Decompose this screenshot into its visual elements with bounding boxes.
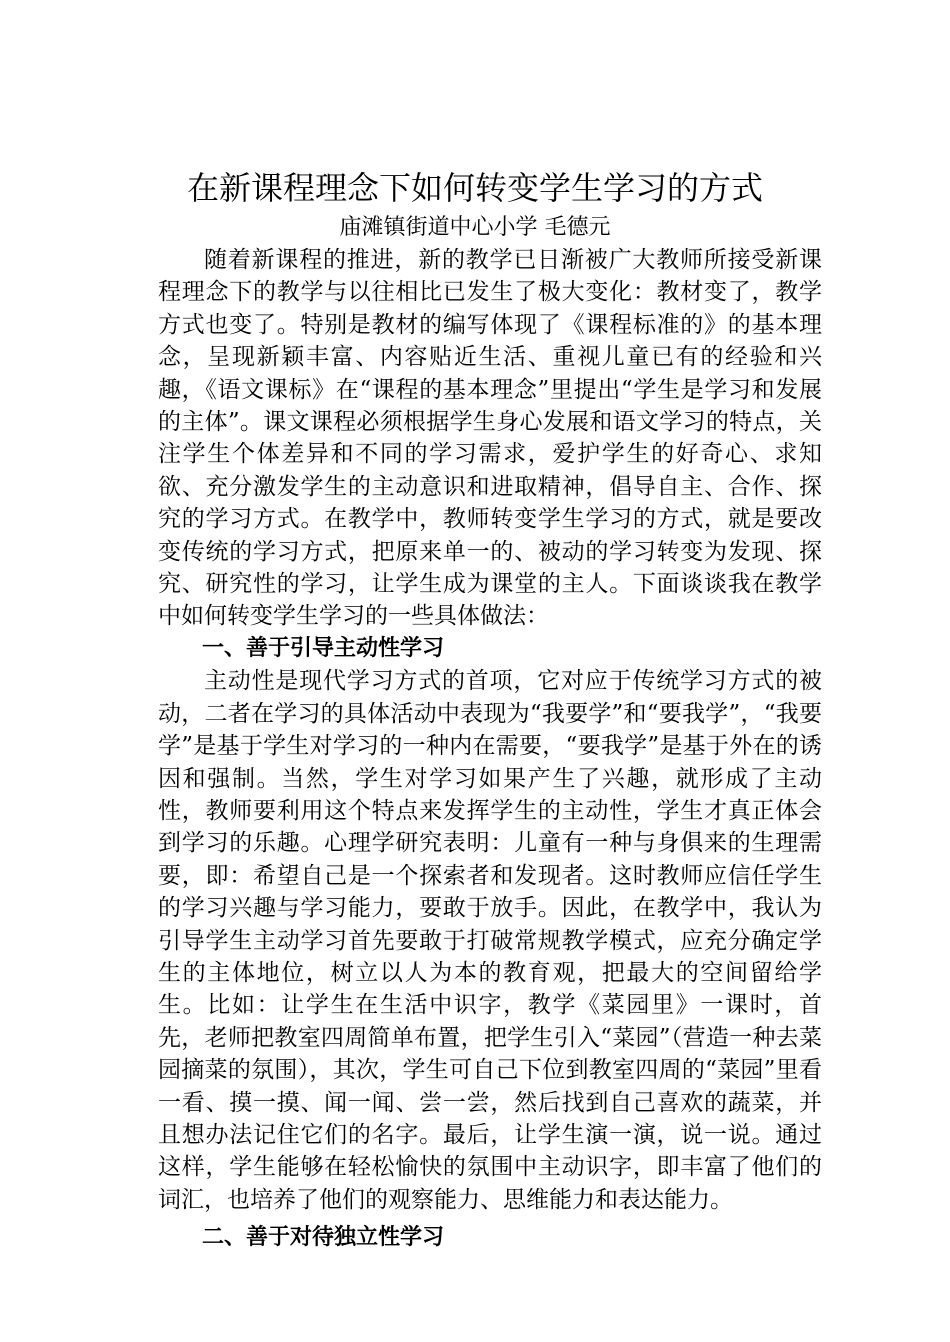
document-title: 在新课程理念下如何转变学生学习的方式: [186, 169, 763, 207]
section-1-heading: 一、善于引导主动性学习: [202, 635, 445, 661]
document-author: 庙滩镇街道中心小学 毛德元: [339, 215, 611, 240]
document-body: [158, 244, 822, 1255]
section-1-paragraph: 主动性是现代学习方式的首项，它对应于传统学习方式的被动，二者在学习的具体活动中表现为“我要学”和“要我学”，“我要学”是基于学生对学习的一种内在需要，“要我学”是基于外在的诱因和强制。当然，学生对学习如果产生了兴趣，就形成了主动性，教师要利用这个特点来发挥学生的主动性，学生才真正体会到学习的乐趣。心理学研究表明：儿童有一种与身俱来的生理需要，即：希望自己是一个探索者和发现者。这时教师应信任学生的学习兴趣与学习能力，要敢于放手。因此，在教学中，我认为引导学生主动学习首先要敢于打破常规教学模式，应充分确定学生的主体地位，树立以人为本的教育观，把最大的空间留给学生。比如：让学生在生活中识字，教学《菜园里》一课时，首先，老师把教室四周简单布置，把学生引入“菜园”（营造一种去菜园摘菜的氛围），其次，学生可自己下位到教室四周的“菜园”里看一看、摸一摸、闻一闻、尝一尝，然后找到自己喜欢的蔬菜，并且想办法记住它们的名字。最后，让学生演一演，说一说。通过这样，学生能够在轻松愉快的氛围中主动识字，即丰富了他们的词汇，也培养了他们的观察能力、思维能力和表达能力。: [158, 668, 822, 1213]
intro-paragraph: 随着新课程的推进，新的教学已日渐被广大教师所接受新课程理念下的教学与以往相比已发生了极大变化：教材变了，教学方式也变了。特别是教材的编写体现了《课程标准的》的基本理念，呈现新颖丰富、内容贴近生活、重视儿童已有的经验和兴趣，《语文课标》在“课程的基本理念”里提出“学生是学习和发展的主体”。课文课程必须根据学生身心发展和语文学习的特点，关注学生个体差异和不同的学习需求，爱护学生的好奇心、求知欲、充分激发学生的主动意识和进取精神，倡导自主、合作、探究的学习方式。在教学中，教师转变学生学习的方式，就是要改变传统的学习方式，把原来单一的、被动的学习转变为发现、探究、研究性的学习，让学生成为课堂的主人。下面谈谈我在教学中如何转变学生学习的一些具体做法：: [158, 247, 822, 630]
section-2-heading: 二、善于对待独立性学习: [202, 1225, 445, 1251]
